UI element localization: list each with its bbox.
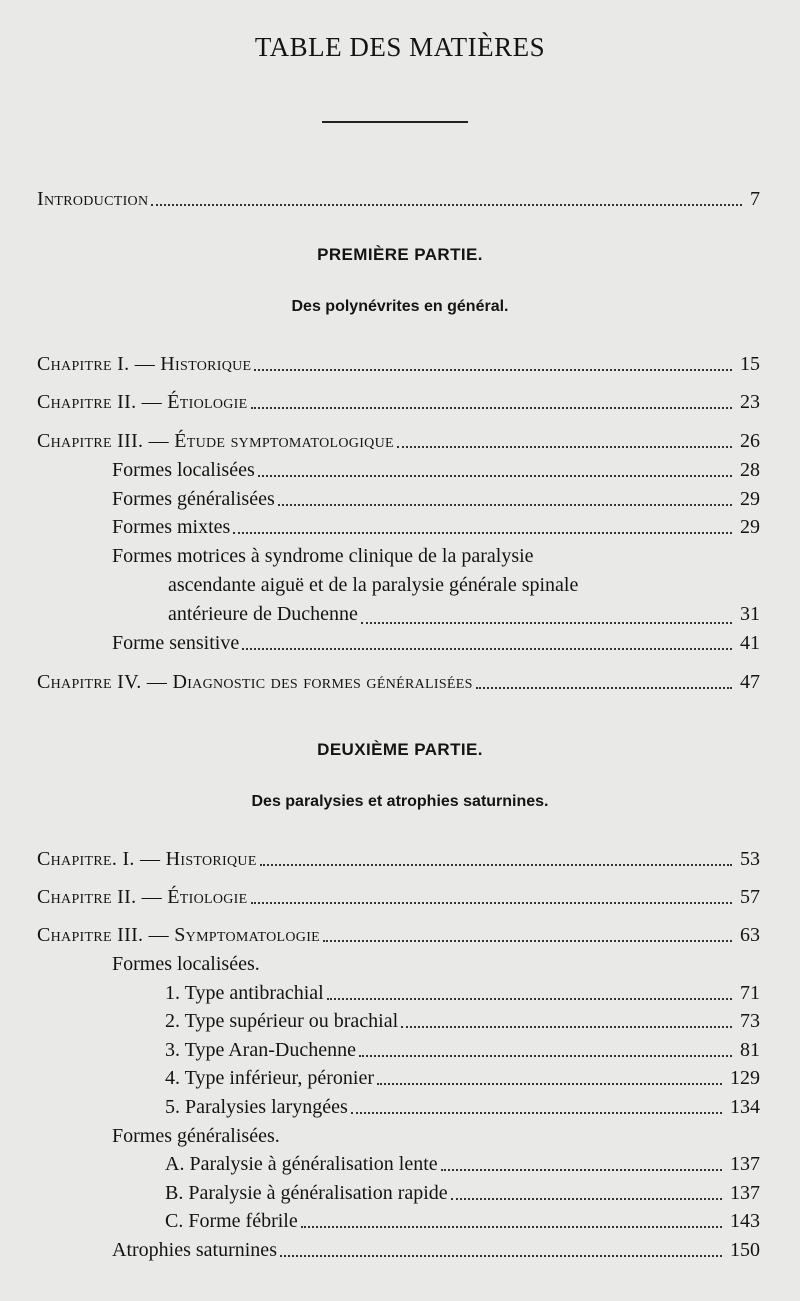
- dot-leader: [359, 1055, 732, 1057]
- toc-entry-label: 2. Type supérieur ou brachial: [165, 1010, 399, 1032]
- toc-entry-label: Introduction: [37, 188, 149, 210]
- toc-entry-section: [112, 459, 760, 482]
- toc-entry-label: Chapitre II. — Étiologie: [37, 886, 248, 908]
- toc-entry-label: Chapitre III. — Symptomatologie: [37, 924, 321, 946]
- toc-entry-chapter: [37, 430, 760, 453]
- toc-entry-label: Formes mixtes: [112, 516, 231, 538]
- dot-leader: [401, 1026, 732, 1028]
- toc-entry-line: antérieure de Duchenne: [168, 603, 358, 625]
- toc-entry-label: Forme sensitive: [112, 632, 240, 654]
- dot-leader: [251, 902, 733, 904]
- toc-entry-label: Formes généralisées: [112, 488, 275, 510]
- toc-page-number: 150: [730, 1239, 760, 1261]
- toc-entry-type: [165, 1039, 760, 1062]
- dot-leader: [323, 940, 732, 942]
- dot-leader: [258, 475, 732, 477]
- title-rule: [322, 121, 468, 123]
- toc-page-number: 15: [740, 353, 760, 375]
- dot-leader: [254, 369, 732, 371]
- toc-entry-label: Atrophies saturnines: [112, 1239, 277, 1261]
- dot-leader: [233, 532, 732, 534]
- toc-entry-line: ascendante aiguë et de la paralysie générale spinale: [168, 574, 579, 596]
- toc-entry-label: A. Paralysie à généralisation lente: [165, 1153, 438, 1175]
- toc-entry-chapter: [37, 353, 760, 376]
- toc-page-number: 7: [750, 188, 760, 210]
- toc-page-number: 143: [730, 1210, 760, 1232]
- toc-entry-line: Formes motrices à syndrome clinique de la paralysie: [112, 545, 534, 567]
- dot-leader: [278, 504, 732, 506]
- dot-leader: [476, 687, 732, 689]
- toc-entry-label: Formes localisées: [112, 459, 255, 481]
- dot-leader: [260, 864, 732, 866]
- toc-entry-label: 1. Type antibrachial: [165, 982, 324, 1004]
- toc-entry-type: [165, 982, 760, 1005]
- toc-entry-section: [112, 516, 760, 539]
- toc-page-number: 26: [740, 430, 760, 452]
- dot-leader: [351, 1112, 722, 1114]
- toc-entry-chapter: [37, 886, 760, 909]
- toc-entry-type: [165, 1210, 760, 1233]
- toc-entry-introduction: [37, 188, 760, 211]
- toc-entry-chapter: [37, 848, 760, 871]
- toc-entry-chapter: [37, 924, 760, 947]
- toc-page-number: 63: [740, 924, 760, 946]
- toc-page-number: 28: [740, 459, 760, 481]
- part-subtitle: Des polynévrites en général.: [291, 298, 509, 315]
- toc-entry-label: Chapitre I. — Historique: [37, 353, 252, 375]
- dot-leader: [301, 1226, 722, 1228]
- part-heading: PREMIÈRE PARTIE.: [317, 245, 483, 264]
- toc-page-number: 47: [740, 671, 760, 693]
- part-subtitle: Des paralysies et atrophies saturnines.: [251, 793, 549, 810]
- toc-page-number: 29: [740, 516, 760, 538]
- toc-entry-section: [112, 1239, 760, 1262]
- toc-entry-label: Chapitre II. — Étiologie: [37, 391, 248, 413]
- toc-entry-multiline: [112, 542, 760, 629]
- dot-leader: [251, 407, 733, 409]
- page-title: TABLE DES MATIÈRES: [254, 32, 546, 62]
- toc-page-number: 29: [740, 488, 760, 510]
- toc-group-label: Formes localisées.: [112, 953, 260, 975]
- toc-entry-last-line: [112, 600, 760, 629]
- dot-leader: [327, 998, 732, 1000]
- toc-entry-chapter: [37, 391, 760, 414]
- toc-entry-type: [165, 1182, 760, 1205]
- toc-group-label: Formes généralisées.: [112, 1125, 280, 1147]
- part-heading: DEUXIÈME PARTIE.: [317, 740, 483, 759]
- toc-page-number: 41: [740, 632, 760, 654]
- dot-leader: [441, 1169, 722, 1171]
- dot-leader: [397, 446, 732, 448]
- toc-entry-label: Chapitre. I. — Historique: [37, 848, 257, 870]
- dot-leader: [377, 1083, 722, 1085]
- toc-page-number: 137: [730, 1153, 760, 1175]
- toc-page-number: 71: [740, 982, 760, 1004]
- dot-leader: [361, 622, 732, 624]
- toc-page-number: 129: [730, 1067, 760, 1089]
- toc-entry-label: B. Paralysie à généralisation rapide: [165, 1182, 448, 1204]
- toc-entry-section: [112, 632, 760, 655]
- toc-page-number: 31: [740, 603, 760, 625]
- toc-entry-label: Chapitre III. — Étude symptomatologique: [37, 430, 394, 452]
- toc-page-number: 137: [730, 1182, 760, 1204]
- toc-page-number: 53: [740, 848, 760, 870]
- dot-leader: [242, 648, 732, 650]
- toc-page-number: 73: [740, 1010, 760, 1032]
- toc-page-number: 134: [730, 1096, 760, 1118]
- toc-entry-type: [165, 1067, 760, 1090]
- toc-entry-label: 4. Type inférieur, péronier: [165, 1067, 375, 1089]
- toc-entry-label: Chapitre IV. — Diagnostic des formes généralisées: [37, 671, 473, 693]
- dot-leader: [280, 1255, 722, 1257]
- toc-entry-label: C. Forme fébrile: [165, 1210, 298, 1232]
- toc-entry-chapter: [37, 671, 760, 694]
- toc-page-number: 57: [740, 886, 760, 908]
- toc-entry-label: 3. Type Aran-Duchenne: [165, 1039, 356, 1061]
- toc-entry-section: [112, 488, 760, 511]
- dot-leader: [151, 204, 742, 206]
- toc-entry-type: [165, 1096, 760, 1119]
- toc-entry-label: 5. Paralysies laryngées: [165, 1096, 348, 1118]
- dot-leader: [451, 1198, 722, 1200]
- toc-page-number: 81: [740, 1039, 760, 1061]
- toc-entry-type: [165, 1010, 760, 1033]
- toc-entry-type: [165, 1153, 760, 1176]
- toc-page-number: 23: [740, 391, 760, 413]
